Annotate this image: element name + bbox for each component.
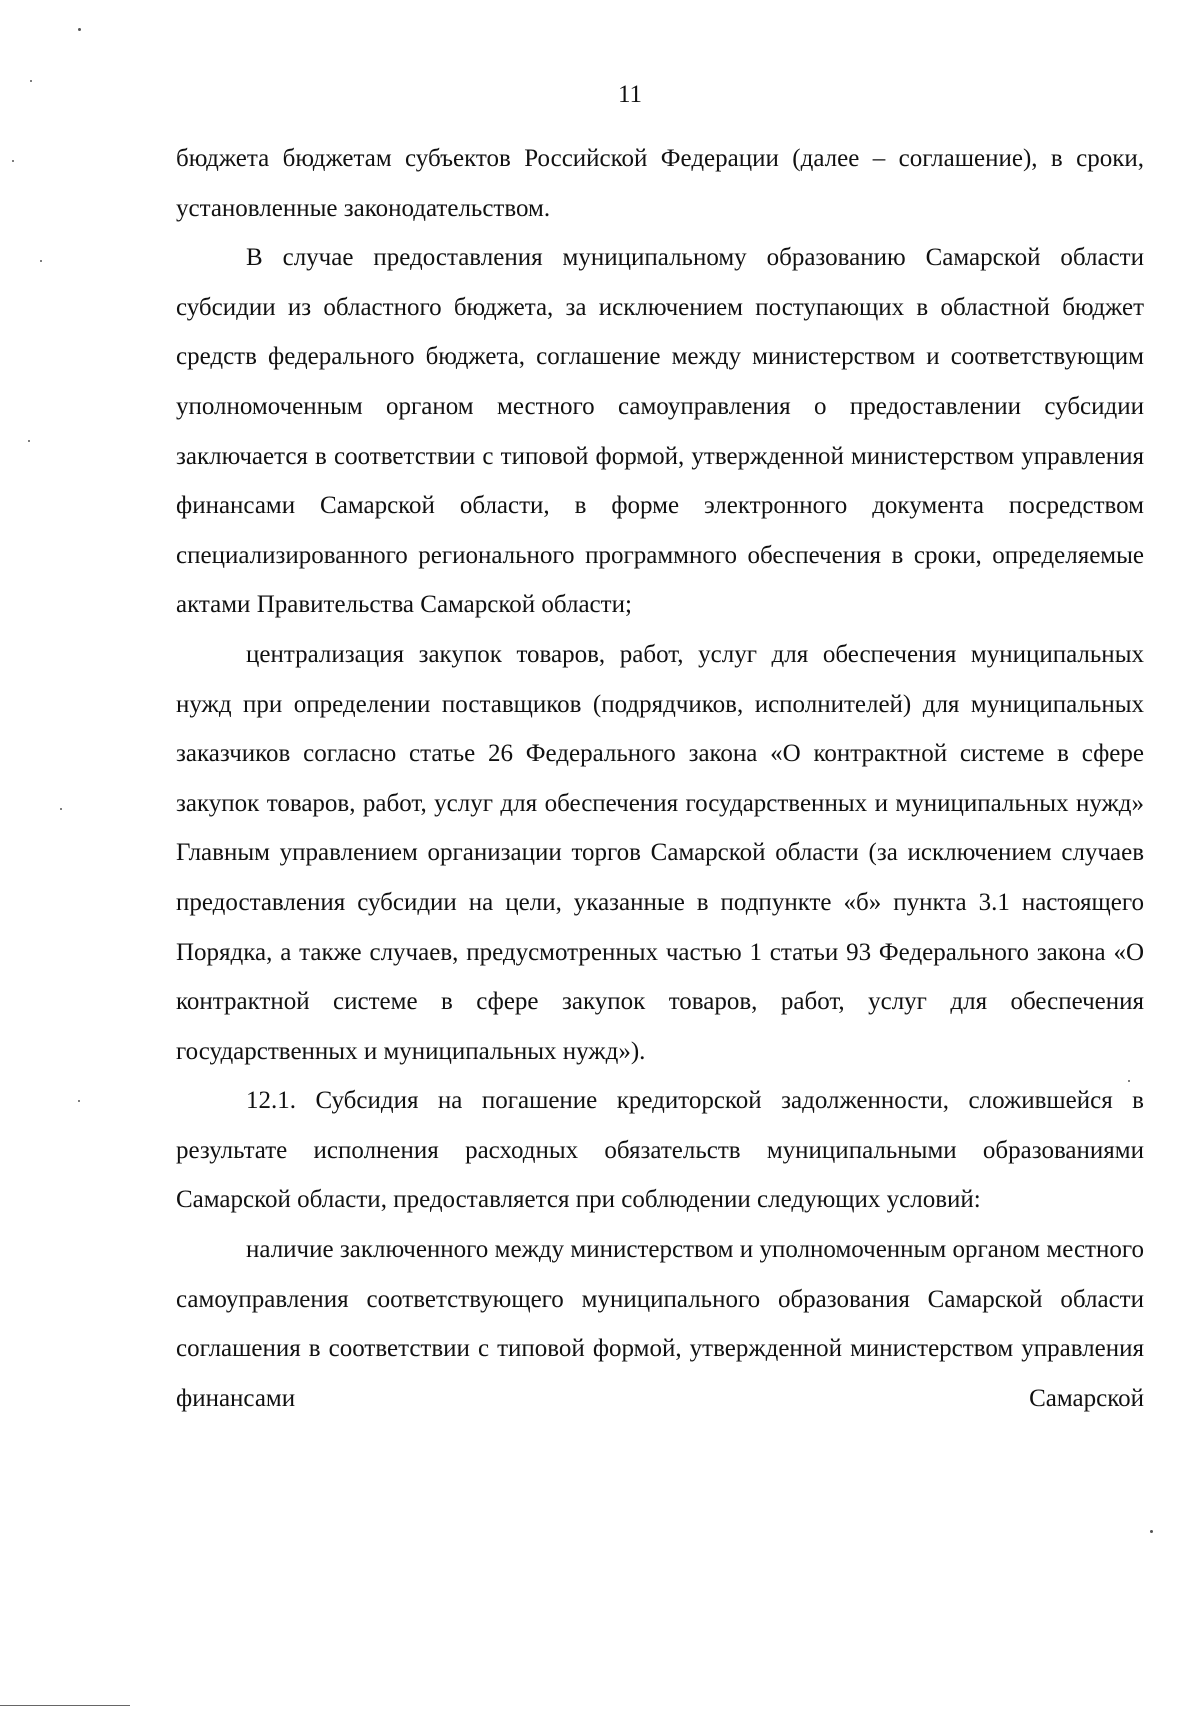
paragraph-agreement-presence: наличие заключенного между министерством и уполномоченным органом местного самоуправления соответствующего муниципального образования Самарской области соглашения в соответствии с типовой формой, утвержденной министерством управления финансами Самарской [176, 1236, 1144, 1412]
scan-speck [78, 28, 81, 31]
scan-speck [78, 1100, 80, 1102]
scan-speck [30, 80, 32, 82]
page-number: 11 [617, 81, 643, 108]
document-body [176, 134, 1144, 1423]
scan-speck [40, 260, 42, 262]
scan-speck [1150, 1530, 1153, 1533]
scan-speck [28, 440, 30, 442]
paragraph-agreement-terms: В случае предоставления муниципальному образованию Самарской области субсидии из областного бюджета, за исключением поступающих в областной бюджет средств федерального бюджета, соглашение между министерством и соответствующим уполномоченным органом местного самоуправления о предоставлении субсидии заключается в соответствии с типовой формой, утвержденной министерством управления финансами Самарской области, в форме электронного документа посредством специализированного регионального программного обеспечения в сроки, определяемые актами Правительства Самарской области; [176, 244, 1144, 619]
paragraph-continuation: бюджета бюджетам субъектов Российской Федерации (далее – соглашение), в сроки, установленные законодательством. [176, 145, 1144, 222]
paragraph-procurement-centralization: централизация закупок товаров, работ, услуг для обеспечения муниципальных нужд при определении поставщиков (подрядчиков, исполнителей) для муниципальных заказчиков согласно статье 26 Федерального закона «О контрактной системе в сфере закупок товаров, работ, услуг для обеспечения государственных и муниципальных нужд» Главным управлением организации торгов Самарской области (за исключением случаев предоставления субсидии на цели, указанные в подпункте «б» пункта 3.1 настоящего Порядка, а также случаев, предусмотренных частью 1 статьи 93 Федерального закона «О контрактной системе в сфере закупок товаров, работ, услуг для обеспечения государственных и муниципальных нужд»). [176, 640, 1144, 1065]
scan-speck [60, 808, 62, 810]
scan-edge-line [0, 1705, 130, 1706]
scan-speck [12, 160, 14, 162]
scan-speck [1128, 1080, 1130, 1082]
paragraph-subsidy-conditions: 12.1. Субсидия на погашение кредиторской задолженности, сложившейся в результате исполнения расходных обязательств муниципальными образованиями Самарской области, предоставляется при соблюдении следующих условий: [176, 1087, 1144, 1214]
